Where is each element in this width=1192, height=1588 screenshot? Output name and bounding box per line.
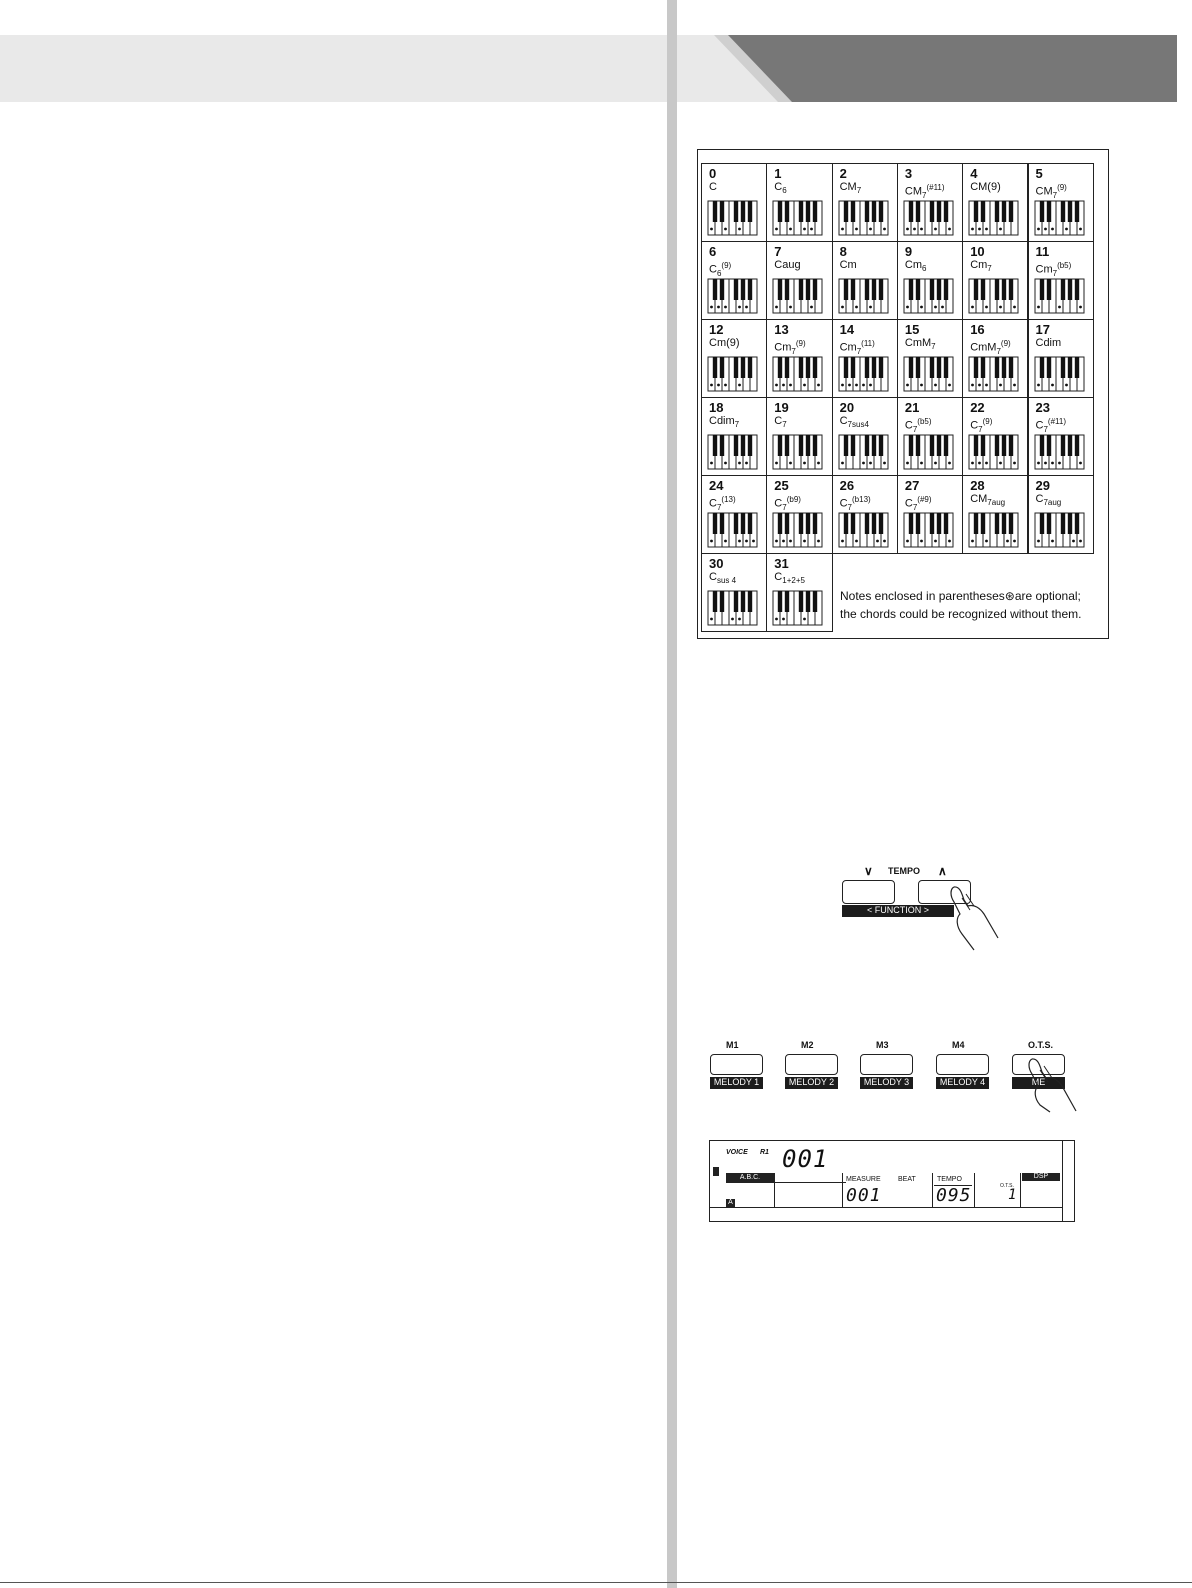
chord-name-sub: 7 xyxy=(978,424,983,434)
chord-name-sub: 7 xyxy=(931,342,936,352)
chord-name-sub: 7 xyxy=(847,502,852,512)
chord-number: 22 xyxy=(970,400,985,415)
chord-name-base: Cm xyxy=(904,259,922,271)
chord-name xyxy=(905,493,932,514)
chord-name-base: Cdim xyxy=(709,415,735,427)
chord-name-base: Cdim xyxy=(1035,337,1062,349)
keyboard-diagram-icon xyxy=(968,512,1022,548)
keyboard-diagram-icon xyxy=(903,356,957,392)
chord-name-base: Cm xyxy=(970,259,988,271)
chord-name-sup: (9) xyxy=(982,417,993,426)
chord-name-sup: (b5) xyxy=(917,417,932,426)
optional-notes-text-1: Notes enclosed in parentheses⊛are optional; xyxy=(840,589,1081,603)
header-corner-tab xyxy=(700,35,1177,102)
chord-name-base: C xyxy=(709,571,717,583)
chord-cell xyxy=(701,163,767,242)
keyboard-diagram-icon xyxy=(707,356,761,392)
chord-name-base: CM(9) xyxy=(970,181,1001,193)
chord-number: 14 xyxy=(839,322,855,337)
page-gutter xyxy=(667,0,677,1588)
chord-cell xyxy=(962,397,1028,476)
keyboard-diagram-icon xyxy=(707,590,761,626)
keyboard-diagram-icon xyxy=(772,200,826,236)
keyboard-diagram-icon xyxy=(707,200,761,236)
chord-cell xyxy=(832,163,898,242)
chord-name-sub: 7 xyxy=(856,186,862,196)
lcd-display xyxy=(709,1140,1075,1222)
chord-name-base: Cm xyxy=(839,341,857,354)
chord-name-base: C xyxy=(970,419,979,432)
lcd-r1-label: R1 xyxy=(760,1149,769,1156)
chord-cell xyxy=(832,319,898,398)
tempo-down-button[interactable] xyxy=(842,880,895,904)
chord-number: 9 xyxy=(904,244,913,259)
chord-name-base: C xyxy=(709,497,717,510)
chord-name-sub: 7 xyxy=(996,346,1001,356)
keyboard-diagram-icon xyxy=(838,512,892,548)
keyboard-diagram-icon xyxy=(1034,278,1088,314)
chord-name-base: CM xyxy=(1035,185,1053,198)
chord-name xyxy=(709,337,740,350)
chord-number: 6 xyxy=(709,244,717,259)
chord-name-sub: 7 xyxy=(987,264,992,274)
chord-name xyxy=(970,181,1001,194)
keyboard-diagram-icon xyxy=(707,434,761,470)
memory-button-bottom-label: MELODY 1 xyxy=(710,1077,763,1089)
lcd-right-divider xyxy=(1062,1141,1063,1221)
chord-cell xyxy=(832,397,898,476)
chord-name-sub: 7 xyxy=(912,424,918,434)
chord-cell xyxy=(962,319,1028,398)
pressing-hand-icon-2 xyxy=(1020,1055,1082,1113)
keyboard-diagram-icon xyxy=(838,434,892,470)
chord-name-sub: 7 xyxy=(734,420,740,430)
chord-name xyxy=(774,337,805,358)
chord-name xyxy=(774,571,805,587)
chord-name-sup: (#11) xyxy=(926,183,945,192)
chord-name xyxy=(709,415,739,431)
chord-number: 15 xyxy=(904,322,920,337)
lcd-tempo-label: TEMPO xyxy=(937,1176,962,1183)
chord-name-sub: 7 xyxy=(922,190,927,200)
chord-name-sub: sus 4 xyxy=(716,576,737,586)
memory-button-4[interactable] xyxy=(936,1054,989,1075)
chord-name-base: Cm xyxy=(839,259,857,271)
chord-name-sup: (b9) xyxy=(786,495,801,504)
chord-name xyxy=(840,259,857,272)
chord-number: 24 xyxy=(709,478,724,493)
chord-number: 12 xyxy=(709,322,724,337)
chord-number: 20 xyxy=(839,400,855,415)
lcd-tempo-value: 095 xyxy=(936,1185,972,1206)
chord-cell xyxy=(1028,241,1094,320)
chord-cell xyxy=(897,319,963,398)
chord-cell xyxy=(701,475,767,554)
memory-button-top-label: M2 xyxy=(801,1040,814,1050)
memory-button-2[interactable] xyxy=(785,1054,838,1075)
chord-name-sub: 7 xyxy=(791,346,796,356)
chord-name xyxy=(709,571,736,587)
lcd-measure-label: MEASURE xyxy=(846,1176,881,1183)
chord-name-base: Cm xyxy=(774,341,792,354)
keyboard-diagram-icon xyxy=(838,278,892,314)
memory-button-top-label: M3 xyxy=(876,1040,889,1050)
chord-name-sup: (9) xyxy=(795,339,806,348)
chord-name-base: C xyxy=(709,263,717,276)
chord-name-sub: 7 xyxy=(782,420,787,430)
tempo-label: TEMPO xyxy=(888,866,921,876)
chord-number: 30 xyxy=(709,556,724,571)
chord-name-base: CM xyxy=(839,181,857,193)
chord-name-base: C xyxy=(774,181,783,193)
chord-name xyxy=(1036,181,1067,202)
chord-cell xyxy=(897,163,963,242)
chord-name xyxy=(840,181,862,197)
memory-button-top-label: M4 xyxy=(952,1040,965,1050)
lcd-abc-label: A.B.C. xyxy=(726,1173,774,1182)
keyboard-diagram-icon xyxy=(968,434,1022,470)
chord-number: 25 xyxy=(774,478,789,493)
chord-name xyxy=(905,259,927,275)
lcd-div-3 xyxy=(932,1173,933,1207)
pressing-hand-icon xyxy=(940,884,1000,954)
chord-name xyxy=(709,259,731,280)
chord-name-sub: 7 xyxy=(1043,424,1048,434)
lcd-beat-label: BEAT xyxy=(898,1176,916,1183)
chord-name xyxy=(905,181,945,202)
chord-name-base: CM xyxy=(904,185,922,198)
chord-cell xyxy=(832,241,898,320)
chord-number: 16 xyxy=(970,322,985,337)
chord-number: 21 xyxy=(904,400,920,415)
memory-button-bottom-label: ME xyxy=(1012,1077,1065,1089)
chord-name-base: C xyxy=(1035,493,1044,505)
chord-name-sub: 6 xyxy=(782,186,787,196)
chord-name xyxy=(840,493,871,514)
keyboard-diagram-icon xyxy=(838,356,892,392)
chord-number: 23 xyxy=(1035,400,1050,415)
chord-number: 31 xyxy=(774,556,789,571)
memory-button-bottom-label: MELODY 3 xyxy=(860,1077,913,1089)
keyboard-diagram-icon xyxy=(707,278,761,314)
chord-name-base: C xyxy=(839,415,848,427)
chord-number: 27 xyxy=(904,478,920,493)
keyboard-diagram-icon xyxy=(903,278,957,314)
chord-cell xyxy=(766,241,832,320)
chord-name xyxy=(774,181,786,197)
keyboard-diagram-icon xyxy=(772,278,826,314)
chord-name xyxy=(774,259,800,272)
chord-cell xyxy=(1028,319,1094,398)
lcd-bottom-line xyxy=(710,1207,1062,1208)
chord-name-sup: (#11) xyxy=(1047,417,1066,426)
chord-name-sup: (#9) xyxy=(917,495,932,504)
memory-button-3[interactable] xyxy=(860,1054,913,1075)
tempo-up-symbol: ∧ xyxy=(938,864,947,878)
chord-name xyxy=(709,493,736,514)
keyboard-diagram-icon xyxy=(772,512,826,548)
chord-name-sub: 7sus4 xyxy=(847,420,869,430)
lcd-ots-label: O.T.S. xyxy=(1000,1183,1014,1189)
chord-name-sup: (9) xyxy=(1057,183,1067,192)
chord-name xyxy=(970,337,1011,358)
chord-name-base: C xyxy=(774,415,783,427)
keyboard-diagram-icon xyxy=(1034,200,1088,236)
chord-number: 28 xyxy=(970,478,985,493)
chord-name xyxy=(970,493,1005,509)
chord-name-base: C xyxy=(904,497,913,510)
chord-name-sub: 6 xyxy=(922,264,927,274)
function-bar: < FUNCTION > xyxy=(842,905,954,917)
keyboard-diagram-icon xyxy=(1034,512,1088,548)
chord-name-sub: 7aug xyxy=(987,498,1006,508)
chord-name-base: C xyxy=(839,497,848,510)
chord-number: 29 xyxy=(1035,478,1050,493)
chord-name-base: C xyxy=(774,571,783,583)
chord-name-base: C xyxy=(904,419,913,432)
chord-name xyxy=(970,259,992,275)
chord-number: 10 xyxy=(970,244,985,259)
chord-cell xyxy=(766,397,832,476)
chord-cell xyxy=(1028,163,1094,242)
lcd-indicator xyxy=(713,1167,719,1176)
chord-number: 11 xyxy=(1035,244,1050,259)
tempo-down-symbol: ∨ xyxy=(864,864,873,878)
chord-name-sub: 7aug xyxy=(1043,498,1062,508)
lcd-ots-value: 1 xyxy=(1008,1187,1018,1203)
chord-name-sub: 7 xyxy=(856,346,862,356)
bottom-rule xyxy=(0,1582,1192,1583)
chord-name-base: C xyxy=(1035,419,1044,432)
chord-name xyxy=(709,181,717,194)
chord-name-sup: (13) xyxy=(721,495,736,504)
chord-number: 18 xyxy=(709,400,724,415)
chord-number: 1 xyxy=(774,166,782,181)
keyboard-diagram-icon xyxy=(772,590,826,626)
chord-cell xyxy=(701,319,767,398)
chord-name-sub: 6 xyxy=(716,268,722,278)
keyboard-diagram-icon xyxy=(968,278,1022,314)
keyboard-diagram-icon xyxy=(772,356,826,392)
lcd-voice-label: VOICE xyxy=(726,1149,748,1156)
chord-cell xyxy=(962,241,1028,320)
chord-number: 4 xyxy=(970,166,978,181)
chord-name-base: Cm(9) xyxy=(709,337,740,349)
chord-cell xyxy=(962,475,1028,554)
chord-number: 5 xyxy=(1035,166,1043,181)
chord-name-sup: (b13) xyxy=(852,495,871,504)
chord-cell xyxy=(701,241,767,320)
chord-name xyxy=(1036,337,1062,350)
chord-cell xyxy=(701,397,767,476)
chord-name xyxy=(905,337,936,353)
memory-button-top-label: O.T.S. xyxy=(1028,1040,1054,1050)
chord-name xyxy=(840,337,875,358)
memory-button-bottom-label: MELODY 2 xyxy=(785,1077,838,1089)
keyboard-diagram-icon xyxy=(903,200,957,236)
memory-button-bottom-label: MELODY 4 xyxy=(936,1077,989,1089)
chord-number: 8 xyxy=(839,244,847,259)
chord-name-base: Cm xyxy=(1035,263,1053,276)
lcd-div-1 xyxy=(774,1173,775,1207)
keyboard-diagram-icon xyxy=(707,512,761,548)
keyboard-diagram-icon xyxy=(968,356,1022,392)
chord-number: 19 xyxy=(774,400,789,415)
lcd-voice-number: 001 xyxy=(782,1145,829,1173)
chord-name xyxy=(1036,493,1062,509)
chord-name-sup: (b5) xyxy=(1057,261,1072,270)
chord-cell xyxy=(962,163,1028,242)
lcd-div-2 xyxy=(842,1173,843,1207)
chord-cell xyxy=(766,553,832,632)
chord-name-base: CmM xyxy=(970,341,997,354)
chord-name xyxy=(1036,415,1067,436)
lcd-a-label: A xyxy=(726,1199,735,1207)
lcd-abc-line xyxy=(726,1182,846,1183)
chord-name-sup: (9) xyxy=(721,261,732,270)
chord-name-base: Caug xyxy=(774,259,801,271)
keyboard-diagram-icon xyxy=(838,200,892,236)
chord-number: 13 xyxy=(774,322,789,337)
chord-name xyxy=(774,493,801,514)
lcd-div-5 xyxy=(1020,1173,1021,1207)
chord-name-sub: 7 xyxy=(782,502,787,512)
chord-cell xyxy=(832,475,898,554)
lcd-div-4 xyxy=(974,1173,975,1207)
chord-cell xyxy=(701,553,767,632)
chord-name-sub: 7 xyxy=(1052,190,1058,200)
chord-name-sup: (11) xyxy=(861,339,875,348)
chord-cell xyxy=(766,475,832,554)
keyboard-diagram-icon xyxy=(903,434,957,470)
chord-number: 26 xyxy=(839,478,855,493)
chord-name xyxy=(905,415,932,436)
keyboard-diagram-icon xyxy=(772,434,826,470)
chord-cell xyxy=(1028,397,1094,476)
keyboard-diagram-icon xyxy=(968,200,1022,236)
chord-cell xyxy=(897,241,963,320)
chord-name xyxy=(970,415,992,436)
chord-number: 17 xyxy=(1035,322,1050,337)
lcd-dsp-label: DSP xyxy=(1022,1173,1060,1181)
chord-number: 7 xyxy=(774,244,782,259)
chord-name-base: CM xyxy=(970,493,988,505)
chord-number: 0 xyxy=(709,166,717,181)
chord-number: 2 xyxy=(839,166,847,181)
chord-number: 3 xyxy=(904,166,913,181)
chord-cell xyxy=(897,397,963,476)
memory-button-top-label: M1 xyxy=(726,1040,739,1050)
chord-cell xyxy=(766,319,832,398)
chord-name-sub: 7 xyxy=(1052,268,1058,278)
memory-button-1[interactable] xyxy=(710,1054,763,1075)
chord-name xyxy=(1036,259,1072,280)
chord-name-sub: 7 xyxy=(912,502,918,512)
chord-cell xyxy=(766,163,832,242)
chord-name xyxy=(840,415,869,431)
chord-name-base: CmM xyxy=(904,337,932,349)
chord-name-sub: 1+2+5 xyxy=(782,576,805,586)
chord-name-sub: 7 xyxy=(716,502,722,512)
chord-name xyxy=(774,415,786,431)
keyboard-diagram-icon xyxy=(1034,434,1088,470)
chord-name-sup: (9) xyxy=(1000,339,1011,348)
lcd-measure-value: 001 xyxy=(846,1185,882,1206)
chord-name-base: C xyxy=(709,181,717,193)
chord-cell xyxy=(897,475,963,554)
chord-name-base: C xyxy=(774,497,783,510)
keyboard-diagram-icon xyxy=(1034,356,1088,392)
chord-cell xyxy=(1028,475,1094,554)
optional-notes-text-2: the chords could be recognized without them. xyxy=(840,607,1082,621)
keyboard-diagram-icon xyxy=(903,512,957,548)
